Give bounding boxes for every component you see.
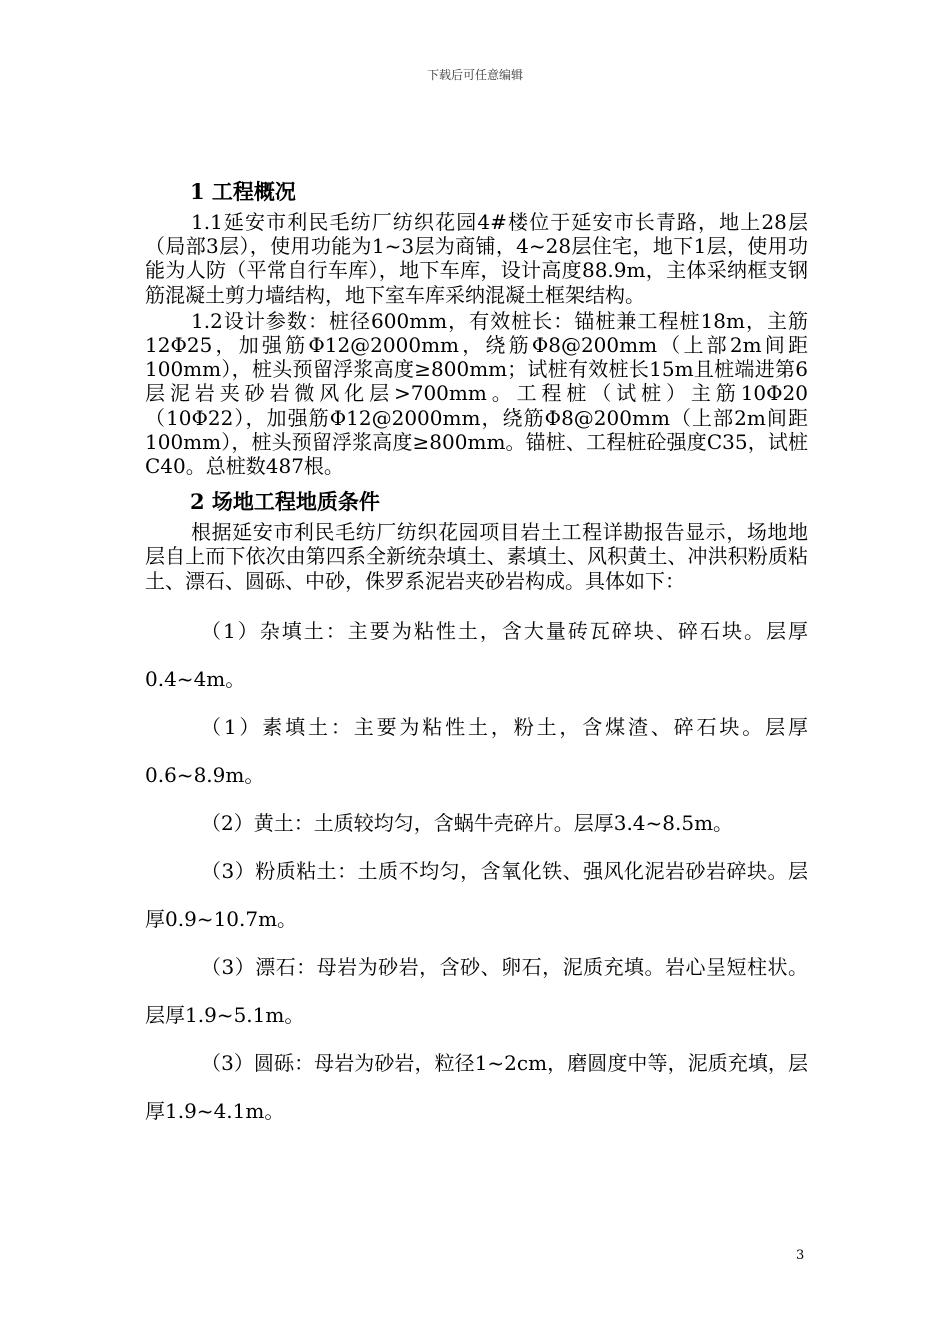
list-item: （3）漂石：母岩为砂岩，含砂、卵石，泥质充填。岩心呈短柱状。层厚1.9~5.1m。: [145, 954, 808, 1027]
document-body: [145, 176, 808, 1135]
section-heading-overview: 1 工程概况: [190, 179, 296, 204]
page-number: 3: [796, 1248, 805, 1263]
soil-layer-list: [145, 607, 808, 1135]
list-item: （2）黄土：土质较均匀，含蜗牛壳碎片。层厚3.4~8.5m。: [201, 810, 734, 835]
list-item: （3）圆砾：母岩为砂岩，粒径1~2cm，磨圆度中等，泥质充填，层厚1.9~4.1m。: [145, 1050, 808, 1123]
list-item: （3）粉质粘土：土质不均匀，含氧化铁、强风化泥岩砂岩碎块。层厚0.9~10.7m。: [145, 858, 808, 931]
paragraph-project-location: 1.1延安市利民毛纺厂纺织花园4#楼位于延安市长青路，地上28层（局部3层），使用功能为1~3层为商铺，4~28层住宅，地下1层，使用功能为人防（平常自行车库），地下车库，设计高度88.9m，主体采纳框支钢筋混凝土剪力墙结构，地下室车库采纳混凝土框架结构。: [145, 210, 808, 307]
paragraph-design-parameters: 1.2设计参数：桩径600mm，有效桩长：锚桩兼工程桩18m，主筋12Φ25，加强筋Φ12@2000mm，绕筋Φ8@200mm（上部2m间距100mm），桩头预留浮浆高度≥800mm；试桩有效桩长15m且桩端进第6层泥岩夹砂岩微风化层>700mm。工程桩（试桩）主筋10Φ20（10Φ22），加强筋Φ12@2000mm，绕筋Φ8@200mm（上部2m间距100mm），桩头预留浮浆高度≥800mm。锚桩、工程桩砼强度C35，试桩C40。总桩数487根。: [145, 308, 808, 479]
header-note: 下载后可任意编辑: [426, 68, 523, 82]
list-item: （1）素填土：主要为粘性土，粉土，含煤渣、碎石块。层厚0.6~8.9m。: [145, 714, 808, 787]
section-heading-geology: 2 场地工程地质条件: [190, 489, 380, 515]
list-item: （1）杂填土：主要为粘性土，含大量砖瓦碎块、碎石块。层厚0.4~4m。: [145, 618, 808, 691]
paragraph-geology-intro: 根据延安市利民毛纺厂纺织花园项目岩土工程详勘报告显示，场地地层自上而下依次由第四系全新统杂填土、素填土、风积黄土、冲洪积粉质粘土、漂石、圆砾、中砂，侏罗系泥岩夹砂岩构成。具体如下：: [145, 520, 808, 593]
